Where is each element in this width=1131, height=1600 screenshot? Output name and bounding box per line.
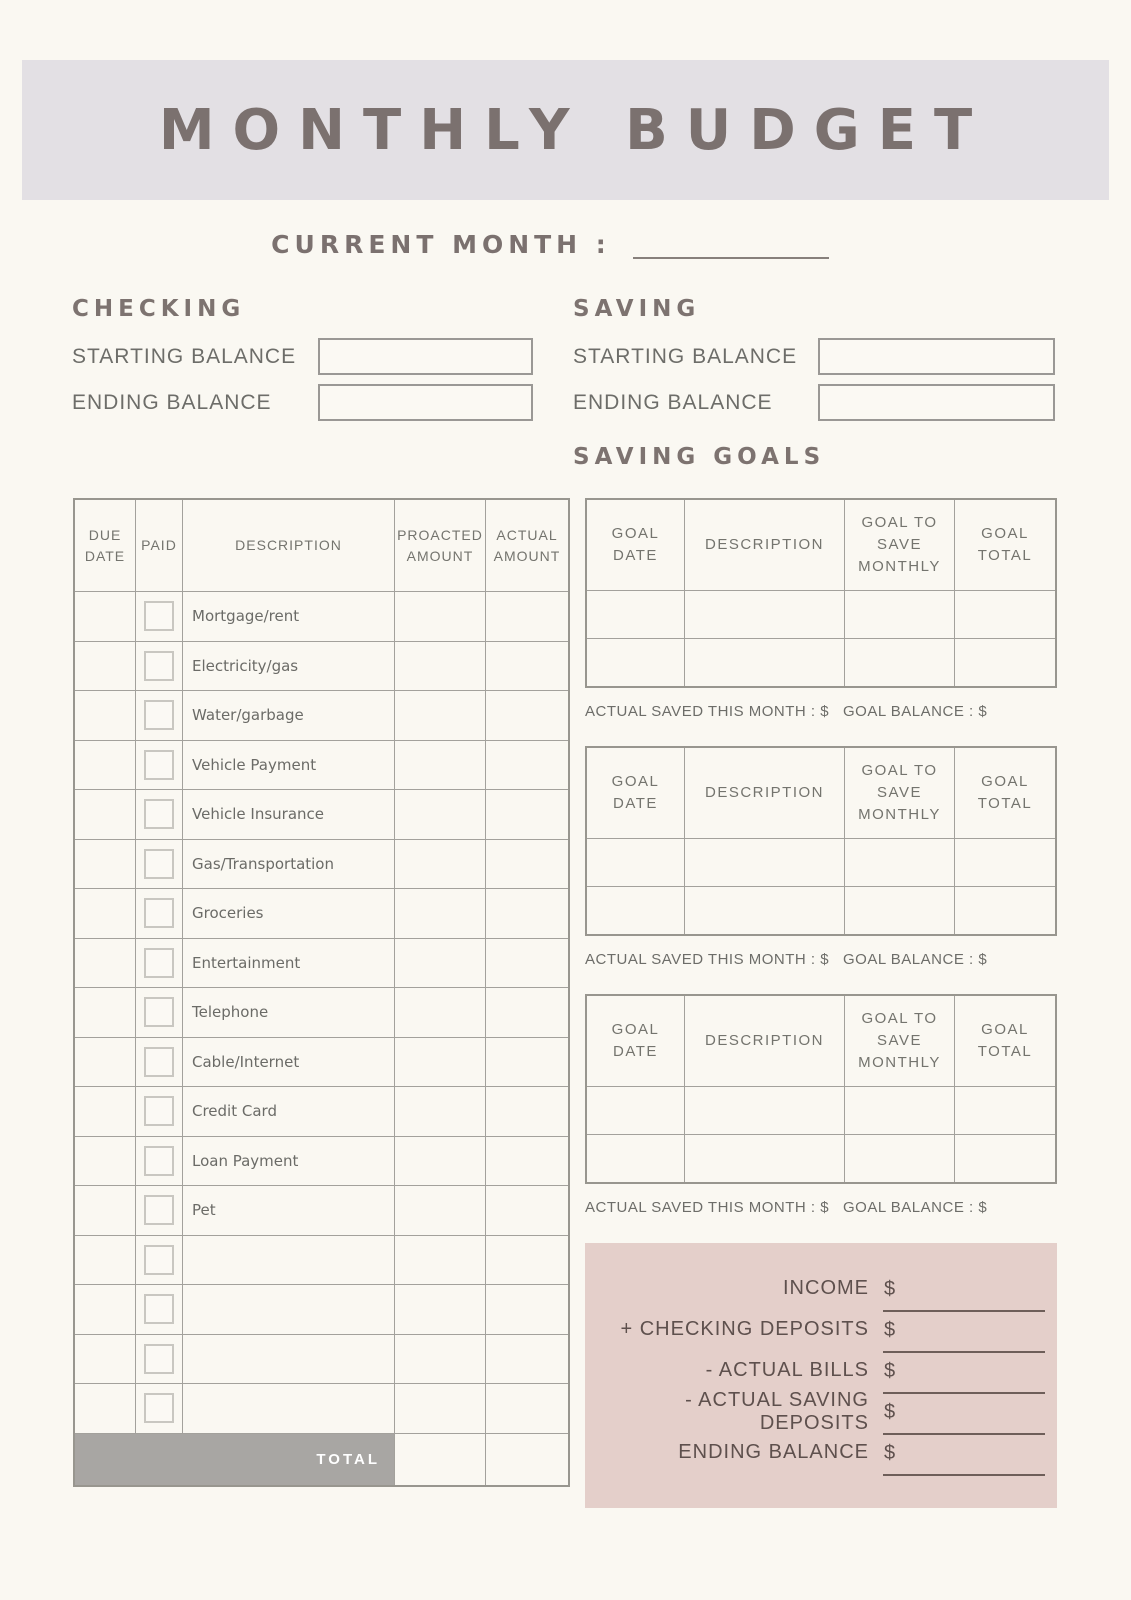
- actual-amount-cell[interactable]: [486, 1038, 568, 1087]
- paid-cell: [136, 1236, 183, 1285]
- actual-amount-cell[interactable]: [486, 1137, 568, 1186]
- expense-row: [75, 790, 568, 840]
- checking-deposits-field[interactable]: $: [883, 1319, 1045, 1353]
- goal-total-header: GOAL TOTAL: [977, 1021, 1033, 1060]
- goal-total-cell[interactable]: [955, 839, 1055, 886]
- expense-description: Vehicle Payment: [183, 741, 395, 790]
- actual-bills-label: - ACTUAL BILLS: [705, 1359, 869, 1381]
- paid-checkbox[interactable]: [144, 1344, 174, 1374]
- goal-description-cell[interactable]: [685, 887, 845, 934]
- due-date-cell[interactable]: [75, 592, 136, 641]
- goals-footer: [585, 1199, 1057, 1216]
- goal-description-cell[interactable]: [685, 1135, 845, 1182]
- goal-total-cell[interactable]: [955, 591, 1055, 638]
- due-date-cell[interactable]: [75, 939, 136, 988]
- proacted-amount-cell[interactable]: [395, 691, 486, 740]
- paid-cell: [136, 1137, 183, 1186]
- expenses-table: [73, 498, 570, 1487]
- actual-amount-cell[interactable]: [486, 988, 568, 1037]
- goal-date-header: GOAL DATE: [587, 748, 685, 838]
- expense-description: Groceries: [183, 889, 395, 938]
- actual-amount-cell[interactable]: [486, 1186, 568, 1235]
- current-month-fill-line[interactable]: [633, 233, 829, 259]
- proacted-amount-cell[interactable]: [395, 1285, 486, 1334]
- expense-row: [75, 939, 568, 989]
- actual-amount-cell[interactable]: [486, 1285, 568, 1334]
- proacted-amount-cell[interactable]: [395, 790, 486, 839]
- saving-starting-row: [573, 338, 1055, 375]
- proacted-amount-cell[interactable]: [395, 1384, 486, 1433]
- actual-saving-deposits-label: - ACTUAL SAVING DEPOSITS: [685, 1388, 869, 1434]
- expense-row: [75, 988, 568, 1038]
- due-date-cell[interactable]: [75, 1236, 136, 1285]
- actual-saved-label: ACTUAL SAVED THIS MONTH : $: [585, 1199, 830, 1216]
- expense-description: Vehicle Insurance: [183, 790, 395, 839]
- goals-header-row: [587, 996, 1055, 1086]
- actual-amount-header: ACTUAL AMOUNT: [493, 527, 561, 564]
- saving-goals-group-2: [585, 746, 1057, 968]
- expense-row: [75, 1285, 568, 1335]
- goal-total-cell[interactable]: [955, 1135, 1055, 1182]
- proacted-amount-cell[interactable]: [395, 1335, 486, 1384]
- actual-amount-cell[interactable]: [486, 939, 568, 988]
- saving-ending-balance-label: ENDING BALANCE: [573, 390, 773, 414]
- goal-description-header: DESCRIPTION: [685, 748, 845, 838]
- total-label-cell: [75, 1434, 395, 1485]
- proacted-amount-cell[interactable]: [395, 642, 486, 691]
- expense-row: [75, 741, 568, 791]
- paid-checkbox[interactable]: [144, 651, 174, 681]
- goal-total-cell[interactable]: [955, 887, 1055, 934]
- proacted-amount-cell[interactable]: [395, 1236, 486, 1285]
- paid-checkbox[interactable]: [144, 849, 174, 879]
- expense-description[interactable]: [183, 1236, 395, 1285]
- paid-checkbox[interactable]: [144, 799, 174, 829]
- paid-checkbox[interactable]: [144, 601, 174, 631]
- paid-cell: [136, 840, 183, 889]
- paid-cell: [136, 592, 183, 641]
- checking-section: [72, 296, 533, 430]
- due-date-cell[interactable]: [75, 790, 136, 839]
- goals-header-row: [587, 748, 1055, 838]
- checking-starting-balance-field[interactable]: [318, 338, 533, 375]
- paid-cell: [136, 1285, 183, 1334]
- actual-amount-cell[interactable]: [486, 1087, 568, 1136]
- due-date-cell[interactable]: [75, 642, 136, 691]
- saving-goals-group-3: [585, 994, 1057, 1216]
- due-date-cell[interactable]: [75, 1137, 136, 1186]
- proacted-amount-cell[interactable]: [395, 889, 486, 938]
- goal-description-cell[interactable]: [685, 1087, 845, 1134]
- proacted-amount-cell[interactable]: [395, 592, 486, 641]
- actual-amount-cell[interactable]: [486, 1335, 568, 1384]
- goal-date-cell[interactable]: [587, 639, 685, 686]
- goal-row: [587, 638, 1055, 686]
- proacted-amount-cell[interactable]: [395, 741, 486, 790]
- expense-description: Electricity/gas: [183, 642, 395, 691]
- checking-ending-row: [72, 384, 533, 421]
- goal-description-cell[interactable]: [685, 591, 845, 638]
- expense-description[interactable]: [183, 1285, 395, 1334]
- expense-description: Entertainment: [183, 939, 395, 988]
- goal-date-header: GOAL DATE: [587, 996, 685, 1086]
- due-date-cell[interactable]: [75, 691, 136, 740]
- expense-row: [75, 1087, 568, 1137]
- goal-row: [587, 886, 1055, 934]
- due-date-cell[interactable]: [75, 1335, 136, 1384]
- goal-description-header: DESCRIPTION: [685, 500, 845, 590]
- paid-checkbox[interactable]: [144, 948, 174, 978]
- goals-footer: [585, 951, 1057, 968]
- saving-ending-row: [573, 384, 1055, 421]
- paid-checkbox[interactable]: [144, 1393, 174, 1423]
- goal-date-cell[interactable]: [587, 1135, 685, 1182]
- proacted-amount-cell[interactable]: [395, 840, 486, 889]
- expenses-total-row: [75, 1434, 568, 1485]
- actual-amount-cell[interactable]: [486, 592, 568, 641]
- goal-date-cell[interactable]: [587, 887, 685, 934]
- due-date-cell[interactable]: [75, 741, 136, 790]
- goal-to-save-monthly-cell[interactable]: [845, 591, 955, 638]
- proacted-amount-cell[interactable]: [395, 1137, 486, 1186]
- goal-row: [587, 838, 1055, 886]
- goal-balance-label: GOAL BALANCE : $: [843, 1199, 988, 1216]
- paid-cell: [136, 1186, 183, 1235]
- checking-starting-balance-label: STARTING BALANCE: [72, 344, 297, 368]
- checking-ending-balance-label: ENDING BALANCE: [72, 390, 272, 414]
- goal-total-cell[interactable]: [955, 1087, 1055, 1134]
- total-label: TOTAL: [316, 1450, 380, 1468]
- goal-date-cell[interactable]: [587, 839, 685, 886]
- expense-description: Water/garbage: [183, 691, 395, 740]
- goal-total-header: GOAL TOTAL: [977, 773, 1033, 812]
- expense-description: Mortgage/rent: [183, 592, 395, 641]
- paid-checkbox[interactable]: [144, 1245, 174, 1275]
- due-date-cell[interactable]: [75, 840, 136, 889]
- page-title: MONTHLY BUDGET: [158, 97, 991, 163]
- proacted-amount-cell[interactable]: [395, 939, 486, 988]
- expense-row: [75, 642, 568, 692]
- saving-section: [573, 296, 1055, 430]
- goal-row: [587, 590, 1055, 638]
- saving-ending-balance-field[interactable]: [818, 384, 1055, 421]
- goals-header-row: [587, 500, 1055, 590]
- checking-starting-row: [72, 338, 533, 375]
- expense-row: [75, 1384, 568, 1434]
- goal-row: [587, 1134, 1055, 1182]
- expense-description: Credit Card: [183, 1087, 395, 1136]
- summary-ending-balance-row: [585, 1432, 1057, 1473]
- total-actual-amount-cell[interactable]: [486, 1434, 568, 1485]
- saving-goals-table: [585, 746, 1057, 936]
- proacted-amount-header: PROACTED AMOUNT: [395, 500, 486, 591]
- actual-saved-label: ACTUAL SAVED THIS MONTH : $: [585, 703, 830, 720]
- total-proacted-amount-cell[interactable]: [395, 1434, 486, 1485]
- paid-cell: [136, 988, 183, 1037]
- expense-description: Pet: [183, 1186, 395, 1235]
- goal-row: [587, 1086, 1055, 1134]
- expense-description: Gas/Transportation: [183, 840, 395, 889]
- goal-to-save-monthly-header: GOAL TO SAVE MONTHLY: [845, 500, 955, 590]
- expense-row: [75, 1137, 568, 1187]
- checking-deposits-row: [585, 1309, 1057, 1350]
- saving-goals-table: [585, 994, 1057, 1184]
- saving-goals-group-1: [585, 498, 1057, 720]
- goal-balance-label: GOAL BALANCE : $: [843, 703, 988, 720]
- goal-to-save-monthly-cell[interactable]: [845, 887, 955, 934]
- due-date-cell[interactable]: [75, 889, 136, 938]
- goal-to-save-monthly-cell[interactable]: [845, 839, 955, 886]
- due-date-cell[interactable]: [75, 1285, 136, 1334]
- paid-cell: [136, 691, 183, 740]
- income-row: [585, 1268, 1057, 1309]
- goal-description-cell[interactable]: [685, 639, 845, 686]
- income-label: INCOME: [783, 1277, 869, 1299]
- paid-cell: [136, 642, 183, 691]
- header-band: [22, 60, 1109, 200]
- saving-goals-heading: SAVING GOALS: [573, 444, 826, 470]
- due-date-cell[interactable]: [75, 1087, 136, 1136]
- goal-to-save-monthly-cell[interactable]: [845, 1087, 955, 1134]
- checking-deposits-label: + CHECKING DEPOSITS: [620, 1318, 869, 1340]
- paid-checkbox[interactable]: [144, 898, 174, 928]
- actual-amount-cell[interactable]: [486, 1236, 568, 1285]
- proacted-amount-cell[interactable]: [395, 1038, 486, 1087]
- actual-amount-cell[interactable]: [486, 691, 568, 740]
- checking-heading: CHECKING: [72, 296, 246, 322]
- paid-checkbox[interactable]: [144, 997, 174, 1027]
- expense-row: [75, 840, 568, 890]
- goal-to-save-monthly-header: GOAL TO SAVE MONTHLY: [845, 748, 955, 838]
- due-date-cell[interactable]: [75, 1038, 136, 1087]
- checking-ending-balance-field[interactable]: [318, 384, 533, 421]
- expense-description: Cable/Internet: [183, 1038, 395, 1087]
- due-date-cell[interactable]: [75, 1384, 136, 1433]
- goal-balance-label: GOAL BALANCE : $: [843, 951, 988, 968]
- paid-checkbox[interactable]: [144, 1096, 174, 1126]
- paid-checkbox[interactable]: [144, 1047, 174, 1077]
- saving-starting-balance-label: STARTING BALANCE: [573, 344, 798, 368]
- paid-checkbox[interactable]: [144, 1195, 174, 1225]
- goal-date-header: GOAL DATE: [587, 500, 685, 590]
- paid-checkbox[interactable]: [144, 1294, 174, 1324]
- goal-total-cell[interactable]: [955, 639, 1055, 686]
- summary-ending-balance-label: ENDING BALANCE: [678, 1441, 869, 1463]
- expense-description: Telephone: [183, 988, 395, 1037]
- goal-to-save-monthly-header: GOAL TO SAVE MONTHLY: [845, 996, 955, 1086]
- goal-to-save-monthly-cell[interactable]: [845, 639, 955, 686]
- goal-description-header: DESCRIPTION: [685, 996, 845, 1086]
- expense-row: [75, 592, 568, 642]
- summary-ending-balance-field[interactable]: $: [883, 1442, 1045, 1476]
- expense-row: [75, 1038, 568, 1088]
- due-date-cell[interactable]: [75, 1186, 136, 1235]
- actual-amount-cell[interactable]: [486, 790, 568, 839]
- expense-description[interactable]: [183, 1335, 395, 1384]
- expenses-header-row: [75, 500, 568, 592]
- description-header: DESCRIPTION: [183, 500, 395, 591]
- actual-amount-cell[interactable]: [486, 889, 568, 938]
- paid-cell: [136, 889, 183, 938]
- proacted-amount-cell[interactable]: [395, 988, 486, 1037]
- income-field[interactable]: $: [883, 1278, 1045, 1312]
- actual-bills-field[interactable]: $: [883, 1360, 1045, 1394]
- goal-to-save-monthly-cell[interactable]: [845, 1135, 955, 1182]
- actual-saving-deposits-row: [585, 1388, 1057, 1434]
- current-month-label: CURRENT MONTH :: [271, 230, 611, 259]
- goal-description-cell[interactable]: [685, 839, 845, 886]
- expense-description[interactable]: [183, 1384, 395, 1433]
- due-date-cell[interactable]: [75, 988, 136, 1037]
- actual-saving-deposits-field[interactable]: $: [883, 1401, 1045, 1435]
- paid-cell: [136, 1087, 183, 1136]
- goal-date-cell[interactable]: [587, 591, 685, 638]
- paid-header: PAID: [136, 500, 183, 591]
- actual-bills-row: [585, 1350, 1057, 1391]
- actual-amount-cell[interactable]: [486, 741, 568, 790]
- paid-cell: [136, 1038, 183, 1087]
- current-month-row: [0, 230, 1100, 259]
- expense-row: [75, 691, 568, 741]
- paid-cell: [136, 741, 183, 790]
- expense-row: [75, 1335, 568, 1385]
- saving-starting-balance-field[interactable]: [818, 338, 1055, 375]
- paid-cell: [136, 1335, 183, 1384]
- actual-amount-cell[interactable]: [486, 840, 568, 889]
- expense-row: [75, 889, 568, 939]
- goal-date-cell[interactable]: [587, 1087, 685, 1134]
- proacted-amount-cell[interactable]: [395, 1087, 486, 1136]
- actual-amount-cell[interactable]: [486, 642, 568, 691]
- goals-footer: [585, 703, 1057, 720]
- proacted-amount-cell[interactable]: [395, 1186, 486, 1235]
- due-date-header: DUE DATE: [75, 500, 136, 591]
- actual-saved-label: ACTUAL SAVED THIS MONTH : $: [585, 951, 830, 968]
- goal-total-header: GOAL TOTAL: [977, 525, 1033, 564]
- summary-box: [585, 1243, 1057, 1508]
- expense-row: [75, 1186, 568, 1236]
- paid-cell: [136, 939, 183, 988]
- paid-cell: [136, 1384, 183, 1433]
- paid-checkbox[interactable]: [144, 750, 174, 780]
- saving-heading: SAVING: [573, 296, 701, 322]
- actual-amount-cell[interactable]: [486, 1384, 568, 1433]
- expense-description: Loan Payment: [183, 1137, 395, 1186]
- paid-cell: [136, 790, 183, 839]
- expense-row: [75, 1236, 568, 1286]
- paid-checkbox[interactable]: [144, 700, 174, 730]
- paid-checkbox[interactable]: [144, 1146, 174, 1176]
- saving-goals-table: [585, 498, 1057, 688]
